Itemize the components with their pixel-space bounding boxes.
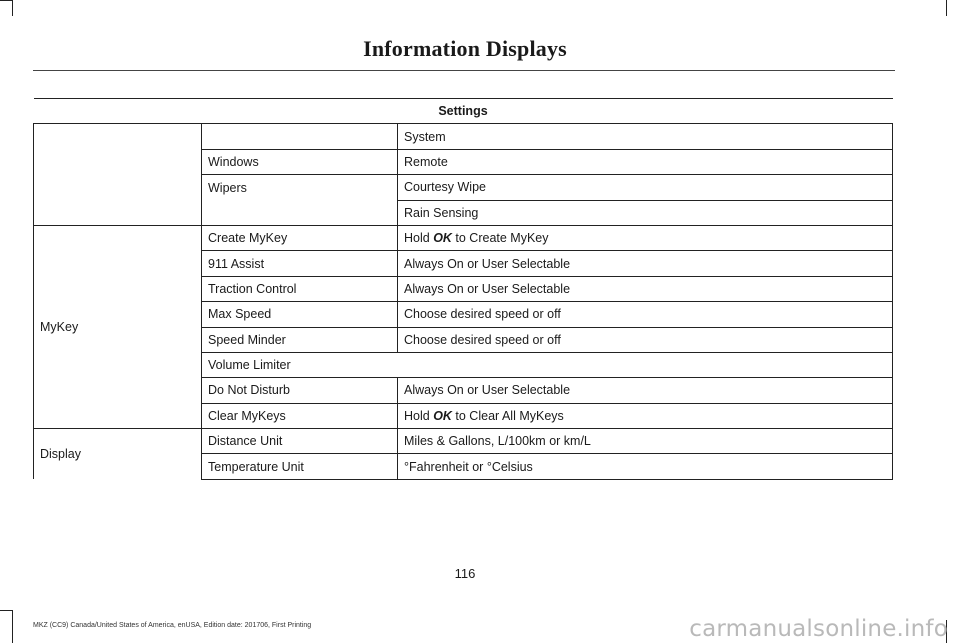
setting-cell: Windows bbox=[202, 149, 398, 174]
ok-button-label: OK bbox=[433, 231, 452, 246]
page-title: Information Displays bbox=[363, 36, 567, 61]
page-number: 116 bbox=[454, 566, 476, 581]
table-row bbox=[34, 429, 893, 454]
crop-mark bbox=[12, 0, 13, 16]
crop-mark bbox=[12, 610, 13, 643]
option-text: Hold bbox=[404, 231, 434, 246]
header-rule bbox=[33, 70, 895, 71]
setting-cell: Speed Minder bbox=[202, 327, 398, 352]
option-cell: Remote bbox=[398, 149, 893, 174]
ok-button-label: OK bbox=[433, 408, 452, 423]
crop-mark bbox=[0, 0, 12, 1]
setting-cell: Create MyKey bbox=[202, 225, 398, 250]
option-cell: Courtesy Wipe bbox=[398, 175, 893, 200]
option-cell bbox=[398, 403, 893, 428]
setting-cell: Volume Limiter bbox=[202, 352, 893, 377]
option-cell bbox=[398, 225, 893, 250]
option-cell: Choose desired speed or off bbox=[398, 327, 893, 352]
option-cell: Miles & Gallons, L/100km or km/L bbox=[398, 429, 893, 454]
setting-cell: 911 Assist bbox=[202, 251, 398, 276]
setting-cell: Max Speed bbox=[202, 302, 398, 327]
footer-edition-text: MKZ (CC9) Canada/United States of America, enUSA, Edition date: 201706, First Printing bbox=[33, 622, 312, 629]
category-cell-display: Display bbox=[34, 429, 202, 480]
option-text: to Clear All MyKeys bbox=[451, 408, 564, 423]
setting-cell bbox=[202, 124, 398, 149]
crop-mark bbox=[0, 610, 12, 611]
table-heading: Settings bbox=[34, 99, 893, 124]
setting-cell: Traction Control bbox=[202, 276, 398, 301]
setting-cell bbox=[202, 200, 398, 225]
crop-mark bbox=[946, 0, 947, 16]
option-cell: Choose desired speed or off bbox=[398, 302, 893, 327]
setting-cell: Distance Unit bbox=[202, 429, 398, 454]
setting-cell: Temperature Unit bbox=[202, 454, 398, 479]
watermark: carmanualsonline.info bbox=[689, 616, 948, 642]
setting-cell: Wipers bbox=[202, 175, 398, 200]
option-text: to Create MyKey bbox=[451, 231, 549, 246]
option-cell: Always On or User Selectable bbox=[398, 251, 893, 276]
setting-cell: Clear MyKeys bbox=[202, 403, 398, 428]
option-cell: System bbox=[398, 124, 893, 149]
option-text: Hold bbox=[404, 408, 434, 423]
settings-table bbox=[33, 98, 893, 480]
setting-cell: Do Not Disturb bbox=[202, 378, 398, 403]
option-cell: Rain Sensing bbox=[398, 200, 893, 225]
table-header-row bbox=[34, 99, 893, 124]
option-cell: Always On or User Selectable bbox=[398, 276, 893, 301]
table-row bbox=[34, 225, 893, 250]
category-cell-mykey: MyKey bbox=[34, 225, 202, 428]
option-cell: °Fahrenheit or °Celsius bbox=[398, 454, 893, 479]
category-cell bbox=[34, 124, 202, 226]
table-row bbox=[34, 124, 893, 149]
option-cell: Always On or User Selectable bbox=[398, 378, 893, 403]
